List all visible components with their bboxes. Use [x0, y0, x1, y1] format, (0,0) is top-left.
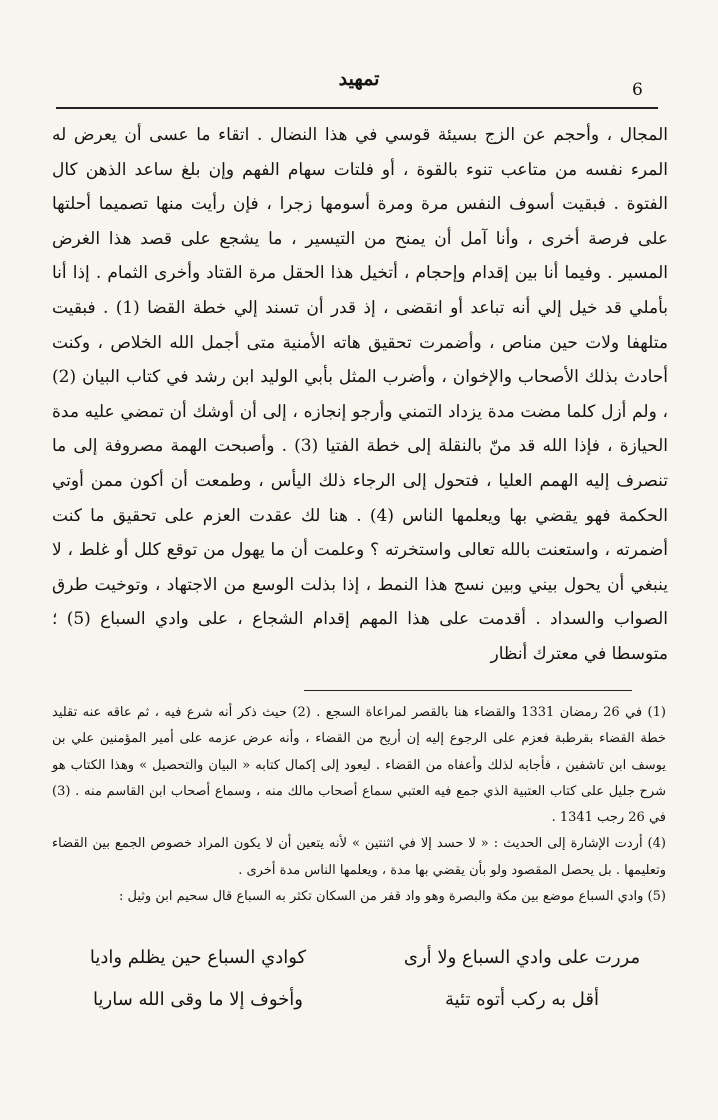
- verse-line: [60, 936, 660, 978]
- verse-hemistich-second: وأخوف إلا ما وقى الله ساريا: [93, 988, 303, 1010]
- footnote-5: (5) وادي السباع موضع بين مكة والبصرة وهو واد قفر من السكان تكثر به السباع قال سحيم ابن وثيل :: [119, 889, 666, 905]
- verse-hemistich-second: كوادي السباع حين يظلم واديا: [89, 946, 307, 968]
- footnote-4: (4) أردت الإشارة إلى الحديث : « لا حسد إلا في اثنتين » لأنه يتعين أن لا يكون المراد خصوص الجمع بين القضاء وتعليمها . بل يحصل المقصود ولو بأن يقضي بها مدة ، ويعلمها الناس مدة أخرى .: [52, 836, 666, 878]
- header-rule: [56, 107, 658, 109]
- verse-line: [60, 978, 660, 1020]
- body-paragraph: المجال ، وأحجم عن الزج بسيئة قوسي في هذا النضال . اتقاء ما عسى أن يعرض له المرء نفسه من متاعب تنوء بالقوة ، أو فلتات سهام الفهم وإن بلغ ساعد الذهن كال الفتوة . فبقيت أسوف النفس مرة ومرة أسومها زجرا ، فإن رأيت منها تصميما أحلتها على فرصة أخرى ، وأنا آمل أن يمنح من التيسير ، ما يشجع على قصد هذا الغرض المسير . وفيما أنا بين إقدام وإحجام ، أتخيل هذا الحقل مرة القتاد وأخرى الثمام . إذا أنا بأملي قد خيل إلي أنه تباعد أو انقضى ، إذ قدر أن تسند إلي خطة القضا (1) . فبقيت متلهفا ولات حين مناص ، وأضمرت تحقيق هاته الأمنية متى أجمل الله الخلاص ، وكنت أحادث بذلك الأصحاب والإخوان ، وأضرب المثل بأبي الوليد ابن رشد في كتاب البيان (2) ، ولم أزل كلما مضت مدة يزداد التمني وأرجو إنجازه ، إلى أن أوشك أن تمضي عليه مدة الحيازة ، فإذا الله قد منّ بالنقلة إلى خطة الفتيا (3) . وأصبحت الهمة مصروفة إلى ما تنصرف إليه الهمم العليا ، فتحول إلى الرجاء ذلك اليأس ، وطمعت أن أكون ممن أوتي الحكمة فهو يقضي بها ويعلمها الناس (4) . هنا لك عقدت العزم على تحقيق ما كنت أضمرته ، واستعنت بالله تعالى واستخرته ؟ وعلمت أن ما يهول من توقع كلل أو غلط ، لا ينبغي أن يحول بيني وبين نسج هذا النمط ، إذا بذلت الوسع من الاجتهاد ، وتوخيت طرق الصواب والسداد . أقدمت على هذا المهم إقدام الشجاع ، على وادي السباع (5) ؛ متوسطا في معترك أنظار: [52, 125, 669, 664]
- footnote-1-3: (1) في 26 رمضان 1331 والقضاء هنا بالقصر لمراعاة السجع . (2) حيث ذكر أنه شرع فيه ، ثم عاقه عنه تقليد خطة القضاء بقرطبة فعزم على الرجوع إليه إن أريح من القضاء ، وأنه عرض عزمه على أمير المؤمنين علي بن يوسف ابن تاشفين ، فأجابه لذلك وأعفاه من القضاء . ليعود إلى إكمال كتابه « البيان والتحصيل » وهذا الكتاب هو شرح جليل على كتاب العتبية الذي جمع فيه العتبي سماع أصحاب مالك منه ، وسماع أصحاب ابن القاسم منه . (3) في 26 رجب 1341 .: [52, 705, 666, 826]
- verse-hemistich-first: مررت على وادي السباع ولا أرى: [403, 946, 641, 968]
- verse-hemistich-first: أقل به ركب أتوه تئية: [445, 988, 599, 1010]
- running-title: تمهيد: [338, 68, 380, 90]
- poetry-verses: [60, 936, 660, 1020]
- page-number: 6: [632, 80, 643, 100]
- footnotes: [52, 700, 666, 910]
- footnote-rule: [304, 690, 632, 691]
- main-text: [52, 118, 668, 672]
